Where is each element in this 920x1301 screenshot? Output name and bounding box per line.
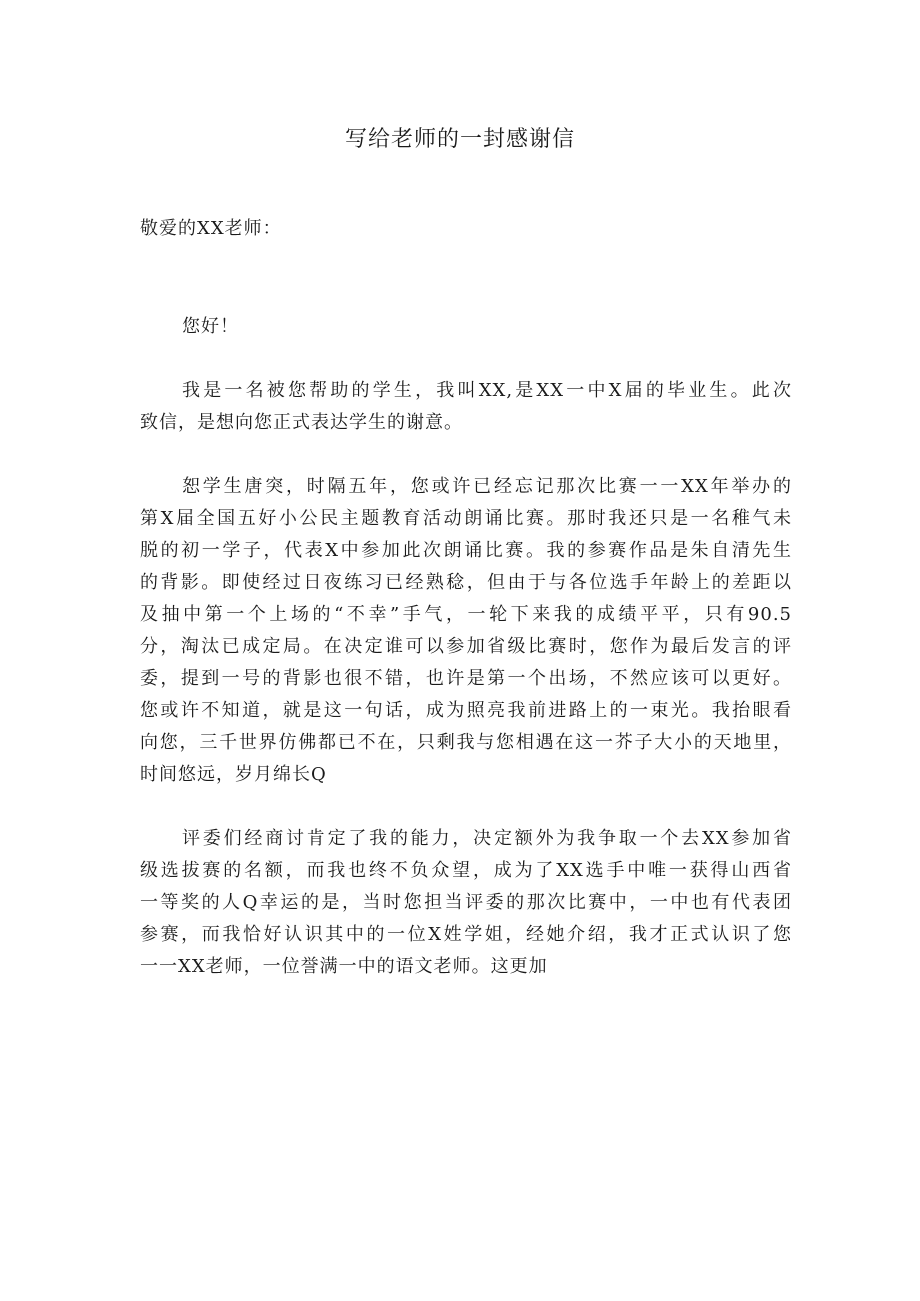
text-line: 第X届全国五好小公民主题教育活动朗诵比赛。那时我还只是一名稚气未 <box>140 508 792 529</box>
text-line: 我是一名被您帮助的学生，我叫XX,是XX一中X届的毕业生。此次 <box>182 380 792 401</box>
text-line: 评委们经商讨肯定了我的能力，决定额外为我争取一个去XX参加省 <box>182 828 792 849</box>
text-line: 致信，是想向您正式表达学生的谢意。 <box>140 412 463 433</box>
letter-body <box>140 311 792 983</box>
text-line: 的背影。即使经过日夜练习已经熟稔，但由于与各位选手年龄上的差距以 <box>140 572 792 593</box>
paragraph-greeting <box>140 311 792 343</box>
text-line: 参赛，而我恰好认识其中的一位X姓学姐，经她介绍，我才正式认识了您 <box>140 924 792 945</box>
paragraph-introduction <box>140 375 792 439</box>
text-line: 及抽中第一个上场的“不幸”手气，一轮下来我的成绩平平，只有90.5 <box>140 604 792 625</box>
text-line: 级选拔赛的名额，而我也终不负众望，成为了XX选手中唯一获得山西省 <box>140 860 792 881</box>
text-line: 时间悠远，岁月绵长Q <box>140 764 327 785</box>
letter-salutation: 敬爱的XX老师： <box>140 218 282 239</box>
text-line: 委，提到一号的背影也很不错，也许是第一个出场，不然应该可以更好。 <box>140 668 792 689</box>
text-line: 一一XX老师，一位誉满一中的语文老师。这更加 <box>140 956 548 977</box>
paragraph-selection <box>140 823 792 983</box>
letter-title: 写给老师的一封感谢信 <box>344 127 575 152</box>
paragraph-competition <box>140 471 792 791</box>
text-line: 脱的初一学子，代表X中参加此次朗诵比赛。我的参赛作品是朱自清先生 <box>140 540 792 561</box>
text-line: 分，淘汰已成定局。在决定谁可以参加省级比赛时，您作为最后发言的评 <box>140 636 792 657</box>
text-line: 向您，三千世界仿佛都已不在，只剩我与您相遇在这一芥子大小的天地里， <box>140 732 792 753</box>
text-line: 恕学生唐突，时隔五年，您或许已经忘记那次比赛一一XX年举办的 <box>182 476 792 497</box>
text-line: 一等奖的人Q幸运的是，当时您担当评委的那次比赛中，一中也有代表团 <box>140 892 792 913</box>
text-line: 您好！ <box>182 316 239 337</box>
text-line: 您或许不知道，就是这一句话，成为照亮我前进路上的一束光。我抬眼看 <box>140 700 792 721</box>
